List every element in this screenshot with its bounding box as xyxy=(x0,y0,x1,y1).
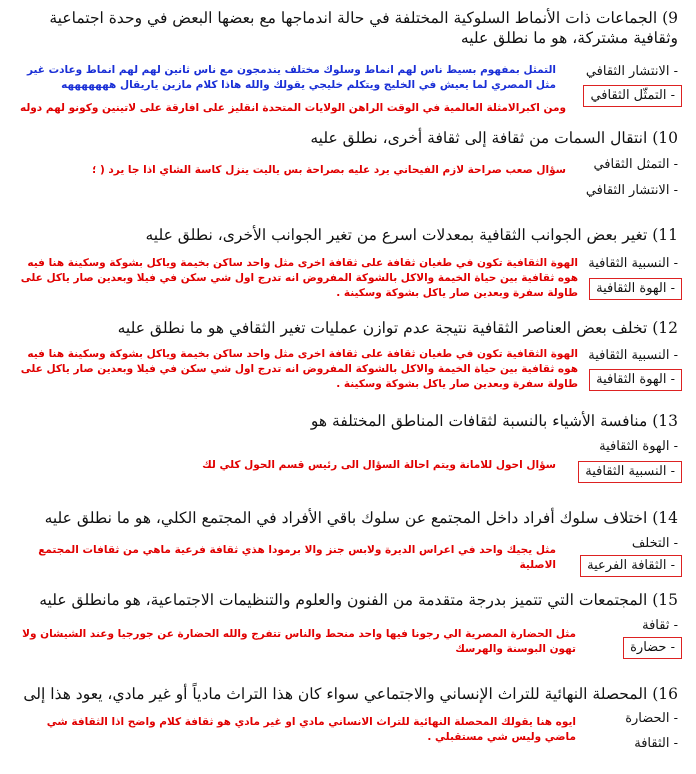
q12-answer-gap: - الهوة الثقافية xyxy=(589,369,682,391)
q9-comment-blue: التمثل بمفهوم بسيط ناس لهم انماط وسلوك مختلف يندمجون مع ناس ثانين لهم لهم انماط وعادت غير مثل المصري لما يعيش في الخليج ويتكلم خليجي يقولك والله هاذا كلام مازين ياريقال هههههههه xyxy=(26,64,556,91)
q10-option-assimilation: - التمثل الثقافي xyxy=(593,157,678,172)
q15-answer-civilization: - حضارة xyxy=(623,637,682,659)
q10-option-diffusion: - الانتشار الثقافي xyxy=(585,183,678,198)
question-11: 11) تغير بعض الجوانب الثقافية بمعدلات اسرع من تغير الجوانب الأخرى، نطلق عليه xyxy=(145,226,678,244)
question-14: 14) اختلاف سلوك أفراد داخل المجتمع عن سلوك باقي الأفراد في المجتمع الكلي، هو ما نطلق عليه xyxy=(44,509,678,527)
question-9: 9) الجماعات ذات الأنماط السلوكية المختلفة في حالة اندماجها مع بعضها البعض في وحدة اجتماعية وثقافية مشتركة، هو ما نطلق عليه xyxy=(49,9,678,47)
question-15: 15) المجتمعات التي تتميز بدرجة متقدمة من الفنون والعلوم والتنظيمات الاجتماعية، هو مانطلق عليه xyxy=(39,591,678,609)
q14-option-lag: - التخلف xyxy=(631,536,678,551)
q13-comment: سؤال احول للامانة ويتم احالة السؤال الى رئيس قسم الحول كلي لك xyxy=(202,459,556,471)
q16-comment: ايوه هنا يقولك المحصلة النهائية للتراث الانساني مادي او غير مادي هو ثقافة كلام واضح اذا الثقافة شي ماضي وليس شي مستقبلي . xyxy=(46,716,576,743)
q9-option-diffusion: - الانتشار الثقافي xyxy=(585,64,678,79)
question-13: 13) منافسة الأشياء بالنسبة لثقافات المناطق المختلفة هو xyxy=(310,412,678,430)
q13-answer-relativism: - النسبية الثقافية xyxy=(578,461,682,483)
q10-comment: سؤال صعب صراحة لازم الفيحاني يرد عليه بصراحة بس ياليت ينزل كاسة الشاي اذا جا يرد ( ؛ xyxy=(92,164,566,176)
question-16: 16) المحصلة النهائية للتراث الإنساني والاجتماعي سواء كان هذا التراث مادياً أو غير مادي، يعود هذا إلى xyxy=(23,685,678,703)
q12-option-relativism: - النسبية الثقافية xyxy=(588,348,678,363)
q14-comment: مثل يجيك واحد في اعراس الديرة ولابس جنز والا برمودا هذي ثقافة فرعية ماهي من ثقافات المجتمع الاصلية xyxy=(38,544,556,571)
q12-comment: الهوة الثقافية تكون في طغيان ثقافة على ثقافة اخرى مثل واحد ساكن بخيمة وياكل بشوكة وسكينة هنا فيه هوه ثقافية بين حياة الخيمة والاكل بالشوكة المفروض انه تدرج اول شي سكن في فيلا وبعدين صار ياكل على طاولة سفرة وبعدين صار ياكل بشوكة وسكينة . xyxy=(20,348,578,390)
q15-option-culture: - ثقافة xyxy=(642,618,678,633)
q11-option-relativism: - النسبية الثقافية xyxy=(588,256,678,271)
q11-answer-gap: - الهوة الثقافية xyxy=(589,278,682,300)
q16-option-culture: - الثقافة xyxy=(634,736,678,751)
q15-comment: مثل الحضارة المصرية الي رجونا فيها واحد منحط والناس تتفرج والله الحضارة عن جورجيا وعند الشيشان ولا تهون البوسنة والهرسك xyxy=(22,628,576,655)
question-10: 10) انتقال السمات من ثقافة إلى ثقافة أخرى، نطلق عليه xyxy=(310,129,678,147)
q9-comment-red: ومن اكبرالامثلة العالمية في الوقت الراهن الولايات المتحدة انقليز على افارقة على لاتينين وكونو لهم دوله xyxy=(19,102,566,114)
q16-option-civilization: - الحضارة xyxy=(625,711,678,726)
q14-answer-subculture: - الثقافة الفرعية xyxy=(580,555,682,577)
q13-option-gap: - الهوة الثقافية xyxy=(599,439,678,454)
question-12: 12) تخلف بعض العناصر الثقافية نتيجة عدم توازن عمليات تغير الثقافي هو ما نطلق عليه xyxy=(117,319,678,337)
q9-answer-assimilation: - التمثّل الثقافي xyxy=(583,85,682,107)
q11-comment: الهوة الثقافية تكون في طغيان ثقافة على ثقافة اخرى مثل واحد ساكن بخيمة وياكل بشوكة وسكينة هنا فيه هوه ثقافية بين حياة الخيمة والاكل بالشوكة المفروض انه تدرج اول شي سكن في فيلا وبعدين صار ياكل على طاولة سفرة وبعدين صار ياكل بشوكة وسكينة . xyxy=(20,257,578,299)
